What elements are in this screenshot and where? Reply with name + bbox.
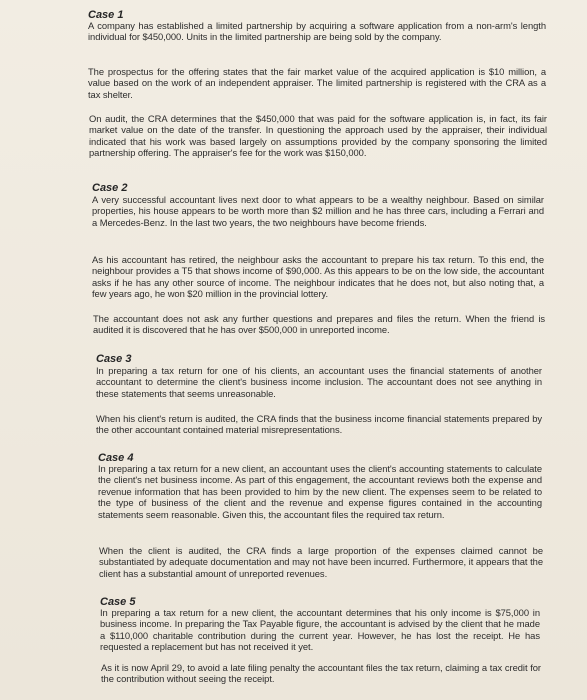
case-4-title: Case 4 — [98, 452, 134, 464]
case-4-paragraph-1: In preparing a tax return for a new client, an accountant uses the client's accounting statements to calculate the client's net business income. As part of this engagement, the accountant reviews both the expense and revenue information that has been provided to him by the new client. The expenses seem to be related to the type of business of the client and the revenue and expense figures contained in the accounting statements seem reasonable. Given this, the accountant files the required tax return. — [98, 463, 542, 520]
case-1-paragraph-2: The prospectus for the offering states that the fair market value of the acquired application is $10 million, a value based on the work of an independent appraiser. The limited partnership is registered with the CRA as a tax shelter. — [88, 66, 546, 100]
case-2-paragraph-1: A very successful accountant lives next door to what appears to be a wealthy neighbour. Based on similar properties, his house appears to be worth more than $2 million and he has three cars, including a Ferrari and a Mercedes-Benz. In the last two years, the two neighbours have become friends. — [92, 194, 544, 228]
case-5-paragraph-1: In preparing a tax return for a new client, the accountant determines that his only income is $75,000 in business income. In preparing the Tax Payable figure, the accountant is advised by the client that he made a $110,000 charitable contribution during the current year. However, he has lost the receipt. He has requested a replacement but has not received it yet. — [100, 607, 540, 653]
case-3-paragraph-2: When his client's return is audited, the CRA finds that the business income financial statements prepared by the other accountant contained material misrepresentations. — [96, 413, 542, 436]
case-4-paragraph-2: When the client is audited, the CRA finds a large proportion of the expenses claimed cannot be substantiated by adequate documentation and may not have been incurred. Furthermore, it appears that the client has a substantial amount of unreported revenues. — [99, 545, 543, 579]
case-1-paragraph-1: A company has established a limited partnership by acquiring a software application from a non-arm's length individual for $450,000. Units in the limited partnership are being sold by the company. — [88, 20, 546, 43]
case-5-title: Case 5 — [100, 596, 136, 608]
case-3-paragraph-1: In preparing a tax return for one of his clients, an accountant uses the financial statements of another accountant to determine the client's business income inclusion. The accountant does not see anything in these statements that seems unreasonable. — [96, 365, 542, 399]
case-3-title: Case 3 — [96, 353, 132, 365]
case-2-paragraph-2: As his accountant has retired, the neighbour asks the accountant to prepare his tax return. To this end, the neighbour provides a T5 that shows income of $90,000. As this appears to be on the low side, the accountant asks if he has any other source of income. The neighbour indicates that he does not, but also noting that, a few years ago, he won $20 million in the provincial lottery. — [92, 254, 544, 300]
case-2-paragraph-3: The accountant does not ask any further questions and prepares and files the return. When the friend is audited it is discovered that he has over $500,000 in unreported income. — [93, 313, 545, 336]
case-1-title: Case 1 — [88, 9, 124, 21]
case-1-paragraph-3: On audit, the CRA determines that the $450,000 that was paid for the software application is, in fact, its fair market value on the date of the transfer. In questioning the approach used by the appraiser, their individual indicated that his work was based largely on assumptions provided by the company sponsoring the limited partnership offering. The appraiser's fee for the work was $150,000. — [89, 113, 547, 159]
case-2-title: Case 2 — [92, 182, 128, 194]
case-5-paragraph-2: As it is now April 29, to avoid a late filing penalty the accountant files the tax return, claiming a tax credit for the contribution without seeing the receipt. — [101, 662, 541, 685]
